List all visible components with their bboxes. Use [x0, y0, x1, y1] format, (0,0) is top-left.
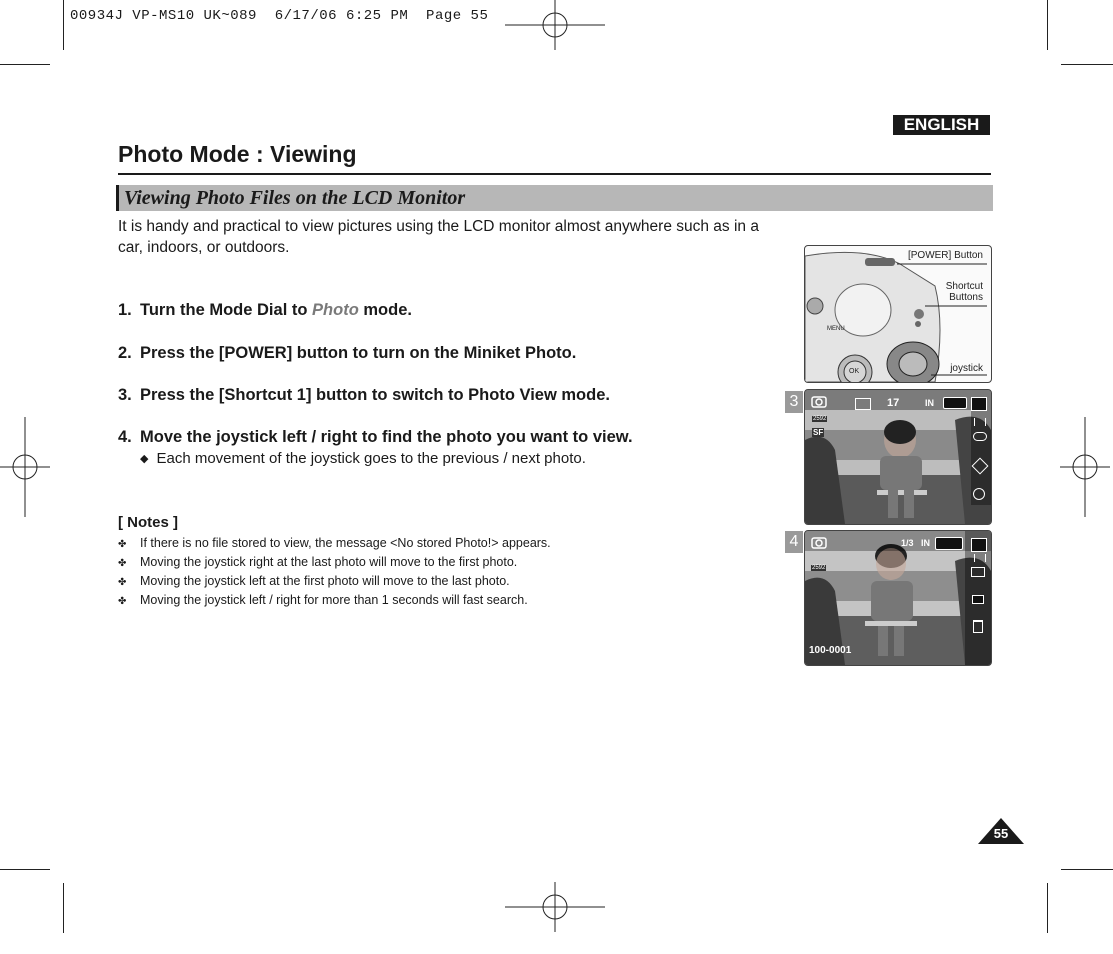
internal-memory-label: IN: [921, 538, 930, 548]
protect-icon: [972, 595, 984, 604]
title-rule: [118, 173, 991, 175]
figure-tag-4: 4: [785, 531, 803, 553]
page-title: Photo Mode : Viewing: [118, 141, 357, 167]
quality-badge: SF: [813, 428, 824, 437]
camera-icon: [811, 394, 827, 408]
step-text-emphasis: Photo: [312, 301, 359, 319]
battery-icon: [943, 397, 967, 409]
notes-heading: [ Notes ]: [118, 514, 178, 531]
photo-scene: [805, 390, 991, 524]
step-2: [118, 344, 576, 363]
step-1: [118, 301, 412, 320]
joystick-label: joystick: [950, 363, 983, 374]
camera-drawing: [805, 246, 991, 382]
step-text: Move the joystick left / right to find the photo you want to view.: [140, 428, 633, 446]
note-text: Moving the joystick left / right for more than 1 seconds will fast search.: [140, 593, 528, 607]
note-bullet-icon: ✤: [118, 577, 127, 588]
play-mode-icon: [971, 397, 987, 411]
note-item: [118, 555, 517, 569]
play-mode-icon: [971, 538, 987, 552]
print-slug: 00934J VP-MS10 UK~089 6/17/06 6:25 PM Page 55: [70, 8, 489, 24]
lcd-screen-photo-view: [804, 530, 992, 666]
shortcut-buttons-label: Shortcut Buttons: [945, 281, 983, 303]
registration-mark-bottom: [505, 882, 605, 932]
step-number: 4.: [118, 428, 132, 446]
step-number: 2.: [118, 344, 132, 362]
step-text: Press the [Shortcut 1] button to switch to Photo View mode.: [140, 386, 610, 404]
camera-illustration: [804, 245, 992, 383]
step-number: 1.: [118, 301, 132, 319]
registration-mark-right: [1060, 417, 1110, 517]
step-3: [118, 386, 610, 405]
ok-label: OK: [849, 368, 860, 375]
note-item: [118, 574, 510, 588]
note-item: [118, 536, 551, 550]
note-bullet-icon: ✤: [118, 558, 127, 569]
registration-mark-left: [0, 417, 50, 517]
step-text-post: mode.: [358, 301, 412, 319]
step-4-subnote: [140, 450, 586, 467]
diamond-bullet-icon: ◆: [140, 453, 149, 465]
note-text: Moving the joystick left at the first photo will move to the last photo.: [140, 574, 510, 588]
power-button-label: [POWER] Button: [907, 250, 983, 261]
step-4: [118, 428, 633, 447]
page-number: 55: [993, 826, 1009, 841]
step-number: 3.: [118, 386, 132, 404]
focus-mode-icon: [855, 398, 871, 410]
note-item: [118, 593, 528, 607]
subnote-text: Each movement of the joystick goes to the previous / next photo.: [156, 450, 586, 467]
trash-icon: [973, 620, 983, 633]
resolution-badge: 2592: [813, 416, 827, 422]
camera-icon: [811, 535, 827, 549]
photo-index: 1/3: [901, 538, 914, 548]
resolution-badge: 2592: [812, 565, 826, 571]
note-bullet-icon: ✤: [118, 596, 127, 607]
note-text: Moving the joystick right at the last photo will move to the first photo.: [140, 555, 518, 569]
figure-tag-3: 3: [785, 391, 803, 413]
shortcut-icon-1: [974, 418, 986, 426]
eye-icon: [973, 432, 987, 441]
intro-text: It is handy and practical to view pictures using the LCD monitor almost anywhere such as in a car, indoors, or outdoors.: [118, 218, 759, 256]
step-text-pre: Turn the Mode Dial to: [140, 301, 313, 319]
internal-memory-label: IN: [925, 398, 934, 408]
slideshow-icon: [971, 567, 985, 577]
battery-icon: [935, 537, 963, 550]
lcd-screen-photo-capture: [804, 389, 992, 525]
note-text: If there is no file stored to view, the message <No stored Photo!> appears.: [140, 536, 551, 550]
registration-mark-top: [505, 0, 605, 50]
menu-label: MENU: [827, 326, 845, 332]
note-bullet-icon: ✤: [118, 539, 127, 550]
shot-count: 17: [887, 397, 900, 409]
step-text: Press the [POWER] button to turn on the Miniket Photo.: [140, 344, 577, 362]
language-tab: ENGLISH: [893, 115, 990, 135]
section-title: Viewing Photo Files on the LCD Monitor: [124, 187, 466, 209]
shortcut-icon-1: [974, 554, 986, 562]
self-timer-icon: [973, 488, 985, 500]
file-number: 100-0001: [809, 645, 852, 656]
